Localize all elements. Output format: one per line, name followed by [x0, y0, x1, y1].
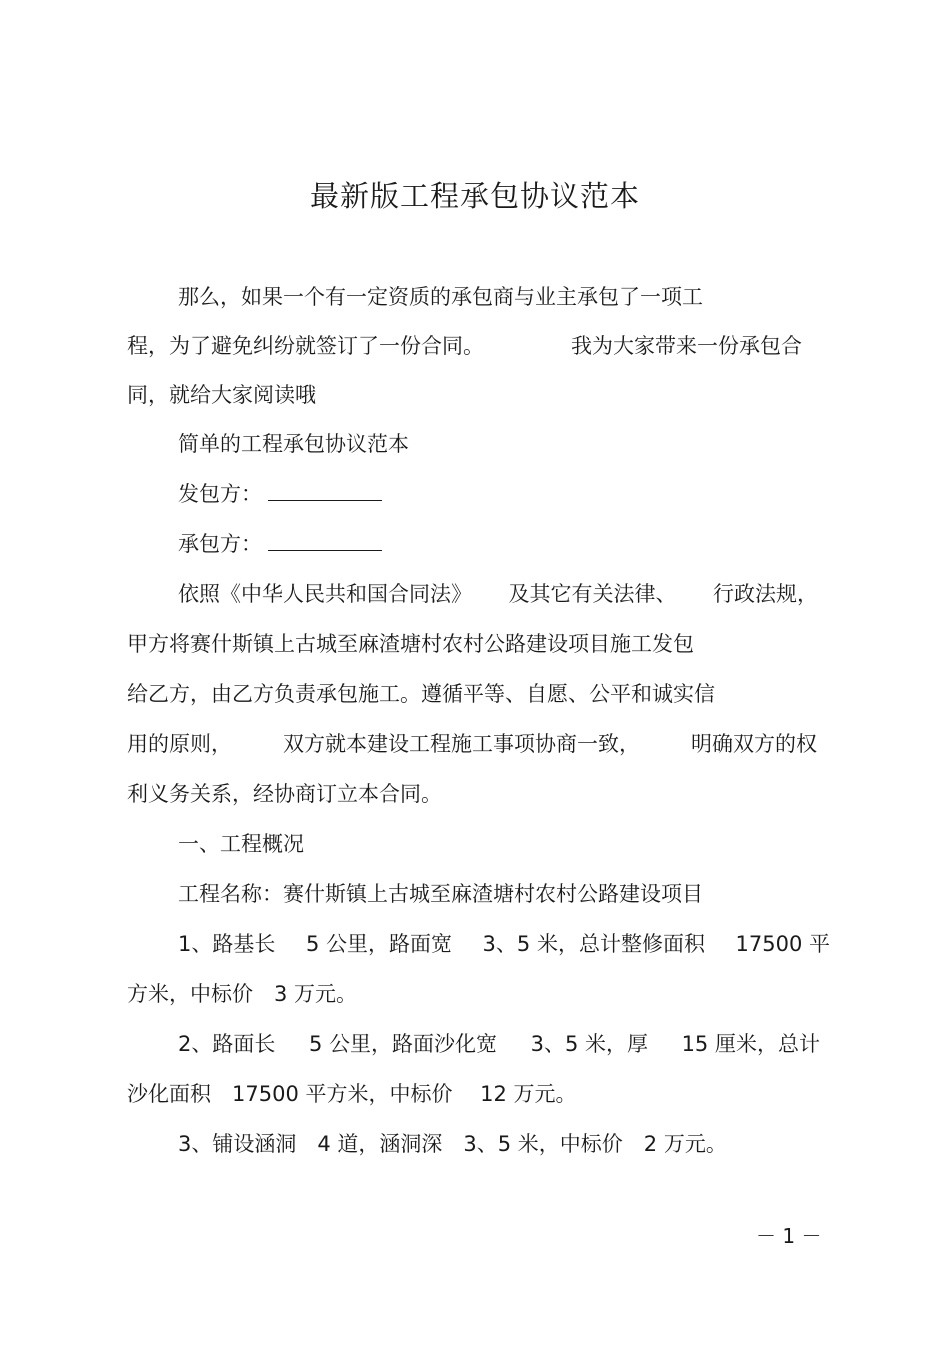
basis-line-4-part-b: 双方就本建设工程施工事项协商一致，: [283, 732, 640, 756]
basis-line-1-part-b: 及其它有关法律、: [508, 582, 677, 606]
basis-line-4-part-c: 明确双方的权: [691, 732, 817, 756]
item-2-line-1: [178, 1029, 820, 1059]
party-a-blank: [268, 482, 382, 501]
intro-line-2: [127, 331, 802, 361]
basis-line-1-part-a: 依照《中华人民共和国合同法》: [178, 582, 472, 606]
intro-line-2-part-a: 程，为了避免纠纷就签订了一份合同。: [127, 334, 484, 358]
basis-line-1: [178, 579, 818, 609]
document-title: 最新版工程承包协议范本: [309, 179, 640, 213]
basis-line-4: [127, 729, 817, 759]
basis-line-1-part-c: 行政法规，: [713, 582, 818, 606]
agreement-subtitle: 简单的工程承包协议范本: [178, 432, 409, 456]
item-1-line-2: 方米，中标价 3 万元。: [127, 982, 358, 1006]
party-b-blank: [268, 532, 382, 551]
party-b-label: 承包方：: [178, 532, 262, 556]
section-1-heading: 一、工程概况: [178, 832, 304, 856]
basis-line-5: 利义务关系，经协商订立本合同。: [127, 782, 442, 806]
item-2-part-3: 3、5 米，厚: [530, 1032, 648, 1056]
item-2-part-2: 5 公里，路面沙化宽: [308, 1032, 497, 1056]
basis-line-2: 甲方将赛什斯镇上古城至麻渣塘村农村公路建设项目施工发包: [127, 632, 694, 656]
intro-line-1: 那么，如果一个有一定资质的承包商与业主承包了一项工: [178, 285, 703, 309]
party-b-row: [178, 529, 382, 559]
project-name: 工程名称：赛什斯镇上古城至麻渣塘村农村公路建设项目: [178, 882, 703, 906]
item-2-part-1: 2、路面长: [178, 1032, 276, 1056]
item-2-part-4: 15 厘米，总计: [681, 1032, 820, 1056]
item-1-line-1: [178, 929, 830, 959]
item-3: 3、铺设涵洞 4 道，涵洞深 3、5 米，中标价 2 万元。: [178, 1132, 727, 1156]
item-1-part-1: 1、路基长: [178, 932, 276, 956]
intro-line-3: 同，就给大家阅读哦: [127, 383, 316, 407]
item-1-part-3: 3、5 米，总计整修面积: [482, 932, 705, 956]
item-1-part-2: 5 公里，路面宽: [305, 932, 452, 956]
item-1-part-4: 17500 平: [735, 932, 830, 956]
page-number: － 1 －: [756, 1224, 822, 1248]
party-a-row: [178, 479, 382, 509]
party-a-label: 发包方：: [178, 482, 262, 506]
item-2-line-2: 沙化面积 17500 平方米，中标价 12 万元。: [127, 1082, 577, 1106]
basis-line-4-part-a: 用的原则，: [127, 732, 232, 756]
intro-line-2-part-b: 我为大家带来一份承包合: [571, 334, 802, 358]
basis-line-3: 给乙方，由乙方负责承包施工。遵循平等、自愿、公平和诚实信: [127, 682, 715, 706]
